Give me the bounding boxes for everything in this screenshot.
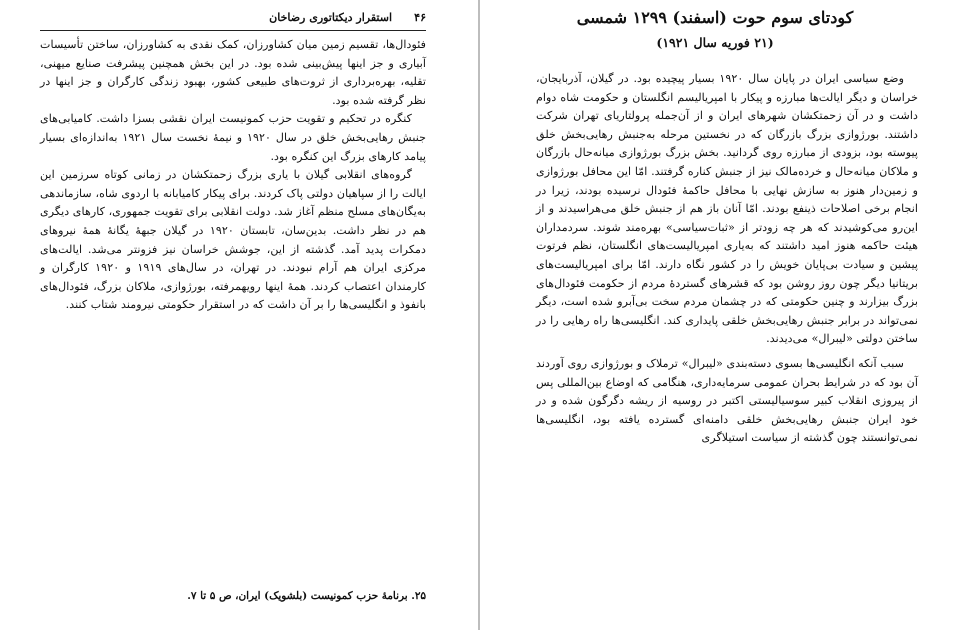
left-body-text [40, 36, 426, 315]
paragraph: کنگره در تحکیم و تقویت حزب کمونیست ایران نقشی بسزا داشت. کامیابی‌های جنبش رهایی‌بخش خلق در سال ۱۹۲۰ و نیمهٔ نخست سال ۱۹۲۱ به‌اندازه‌ای بسیار پیامد کارهای بزرگ این کنگره بود. [40, 112, 426, 163]
chapter-title: کودتای سوم حوت (اسفند) ۱۲۹۹ شمسی [576, 8, 854, 27]
paragraph: فئودال‌ها، تقسیم زمین میان کشاورزان، کمک نقدی به کشاورزان، ساختن تأسیسات آبیاری و جز اینها پیش‌بینی شده بود. در این بخش همچنین پیشرفت صنایع میهنی، تقلیه، بهره‌برداری از ثروت‌های طبیعی کشور، بهبود زندگی کارگران و جز اینها در نظر گرفته شده بود. [40, 38, 426, 107]
running-title: استقرار دیکتاتوری رضاخان [269, 11, 392, 24]
header-rule [40, 30, 426, 31]
paragraph: سبب آنکه انگلیسی‌ها بسوی دسته‌بندی «لیبرال» ترملاک و بورژوازی روی آوردند آن بود که در شرایط بحران عمومی سرمایه‌داری، هنگامی که اوضاع بین‌المللی پس از پیروزی انقلاب کبیر سوسیالیستی اکتبر در روسیه از ریشه دگرگون شده و در خود ایران جنبش رهایی‌بخش خلقی دامنه‌ای گسترده یافته بود، انگلیسی‌ها نمی‌توانستند چون گذشته از سیاست استیلاگری [536, 356, 918, 445]
paragraph: وضع سیاسی ایران در پایان سال ۱۹۲۰ بسیار پیچیده بود. در گیلان، آذربایجان، خراسان و دیگر ایالت‌ها مبارزه و پیکار با امپریالیسم انگلستان و حکومت شاه دوام داشت و در آن زحمتکشان شهرهای ایران و از آن‌جمله پرولتاریای تهران شرکت داشتند. بورژوازی بزرگ بازرگان که در نخستین مرحله به‌جنبش رهایی‌بخش خلق پیوسته بود، بزودی از مبارزه روی گردانید. بخش بزرگ بورژوازی میانه‌حال بازرگان و ملاکان میانه‌حال و خرده‌مالک نیز از جنبش کناره گرفتند. امّا این محافل بورژوازی و زمین‌دار هنوز به سازش نهایی با محافل حاکمهٔ فئودال نرسیده بودند، زیرا در انجام برخی اصلاحات ذینفع بودند. امّا آنان باز هم از جنبش خلق می‌هراسیدند و از این‌رو می‌کوشیدند که هر چه زودتر از «ثبات‌سیاسی» بهره‌مند شوند. سردمداران هیئت حاکمه هنوز امید داشتند که به‌یاری امپریالیست‌های انگلستان، نظم فرتوت پیشین و سیادت بی‌پایان خویش را در کشور نگاه دارند. امّا برای امپریالیست‌های بریتانیا دیگر چون روز روشن بود که قشرهای گستردهٔ مردم از حکومت فئودال‌های بزرگ بیزارند و چنین حکومتی که در چشمان مردم سخت بی‌آبرو شده است، دیگر نمی‌تواند در برابر جنبش رهایی‌بخش خلقی پایداری کند. انگلیسی‌ها راه رهایی را در ساختن دولتی «لیبرال» می‌دیدند. [536, 72, 918, 346]
page-number: ۴۶ [414, 11, 426, 24]
running-header [40, 11, 426, 27]
paragraph: گروه‌های انقلابی گیلان با یاری بزرگ زحمتکشان در زمانی کوتاه سرزمین این ایالت را از سپاهیان دولتی پاک کردند. برای پیکار کامیابانه با اردوی شاه، سازماندهی به‌یگان‌های مسلح منظم آغاز شد. دولت انقلابی برای تقویت جمهوری، کارهای دیگری هم در نظر داشت. بدین‌سان، تابستان ۱۹۲۰ در گیلان جبههٔ یگانهٔ همهٔ نیروهای دمکرات پدید آمد. گذشته از این، جوشش خراسان نیز فزونتر می‌شد. ایالت‌های مرکزی ایران هم آرام نبودند. در تهران، در سال‌های ۱۹۱۹ و ۱۹۲۰ کارگران و کارمندان اعتصاب کردند. همهٔ اینها رویهمرفته، بورژوازی، ملاکان بزرگ، فئودال‌های بانفوذ و انگلیسی‌ها را بر آن داشت که در استقرار حکومتی نیرومند شتاب کنند. [40, 168, 427, 312]
left-page [0, 0, 478, 630]
footnote: ۲۵. برنامهٔ حزب کمونیست (بلشویک) ایران، ص ۵ تا ۷. [187, 590, 426, 602]
right-page [480, 0, 958, 630]
right-body-text [536, 70, 918, 454]
chapter-subtitle: (۲۱ فوریه سال ۱۹۲۱) [656, 35, 774, 50]
